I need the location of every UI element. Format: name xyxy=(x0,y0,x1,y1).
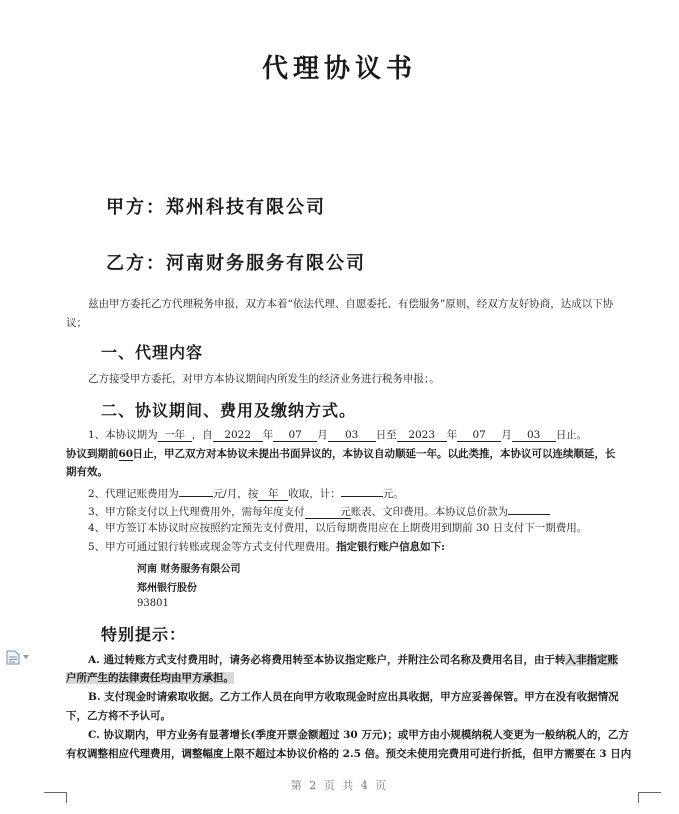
document-title: 代理协议书 xyxy=(261,54,417,84)
special-c: C. 协议期内，甲方业务有显著增长(季度开票金额超过 30 万元)；或甲方由小规模纳税人变更为一般纳税人的，乙方 xyxy=(88,729,629,741)
end-month-field: 07 xyxy=(457,429,501,442)
print-fee-field: 元 xyxy=(305,506,351,519)
section1-heading: 一、代理内容 xyxy=(101,343,204,362)
total-fee-field xyxy=(341,484,383,497)
crop-mark-right xyxy=(638,792,661,803)
clause-4: 4、甲方签订本协议时应按照约定预先支付费用，以后每期费用应在上期费用到期前 30 日支付下一期费用。 xyxy=(88,522,588,534)
special-heading: 特别提示： xyxy=(101,625,187,644)
special-b: B. 支付现金时请索取收据。乙方工作人员在向甲方收取现金时应出具收据，甲方应妥善保管。甲方在没有收据情况 xyxy=(88,691,619,703)
special-a-line-2: 户所产生的法律责任均由甲方承担。 xyxy=(66,672,234,684)
section1-text: 乙方接受甲方委托，对甲方本协议期间内所发生的经济业务进行税务申报；。 xyxy=(88,373,440,385)
party-b xyxy=(106,249,366,275)
days-field: 60 xyxy=(118,448,134,460)
monthly-fee-field xyxy=(179,484,213,497)
section2-heading: 二、协议期间、费用及缴纳方式。 xyxy=(101,401,357,420)
party-a xyxy=(106,193,326,219)
clause-1-renewal: 协议到期前60日止，甲乙双方对本协议未提出书面异议的，本协议自动顺延一年。以此类推，本协议可以连续顺延，长 xyxy=(66,448,616,460)
party-a-label: 甲方： xyxy=(106,197,166,218)
total-price-field xyxy=(508,502,550,515)
clause-1-renewal-line-2: 期有效。 xyxy=(66,466,108,478)
special-a: A. 通过转账方式支付费用时，请务必将费用转至本协议指定账户，并附注公司名称及费用名目，由于转入非指定账 xyxy=(88,654,618,666)
end-year-field: 2023 xyxy=(397,429,447,442)
crop-mark-left xyxy=(44,792,67,803)
chevron-down-icon[interactable] xyxy=(23,655,29,660)
party-a-name: 郑州科技有限公司 xyxy=(166,197,326,218)
party-b-name: 河南财务服务有限公司 xyxy=(166,253,366,274)
document-comment-icon[interactable] xyxy=(6,650,20,665)
end-day-field: 03 xyxy=(512,429,556,442)
special-c-line-2: 有权调整相应代理费用，调整幅度上限不超过本协议价格的 2.5 倍。预交未使用完费用可进行折抵，但甲方需要在 3 日内 xyxy=(66,748,632,760)
start-month-field: 07 xyxy=(273,429,317,442)
intro-line-2: 议； xyxy=(66,317,87,329)
clause-5: 5、甲方可通过银行转账或现金等方式支付代理费用。指定银行账户信息如下: xyxy=(88,541,446,553)
special-b-line-2: 下，乙方将不予认可。 xyxy=(66,710,171,722)
billing-unit-field: 年 xyxy=(258,488,288,501)
clause-3: 3、甲方除支付以上代理费用外，需每年度支付 元账表、文印费用。本协议总价款为 xyxy=(88,502,550,520)
page-number: 第 2 页 共 4 页 xyxy=(290,779,389,792)
intro-line-1: 兹由甲方委托乙方代理税务申报，双方本着“依法代理、自愿委托、有偿服务”原则，经双方友好协商，达成以下协 xyxy=(88,298,614,310)
period-field: 一年 xyxy=(158,429,192,442)
bank-account-name: 河南 财务服务有限公司 xyxy=(137,564,241,575)
clause-1: 1、本协议期为 一年 ，自 2022 年 07 月 03 日至 2023 年 07 月 03 日止。 xyxy=(88,429,588,441)
clause-2: 2、代理记账费用为 元/月，按 年 收取，计： 元。 xyxy=(88,484,404,502)
party-b-label: 乙方： xyxy=(106,253,166,274)
bank-name: 郑州银行股份 xyxy=(137,583,197,594)
start-day-field: 03 xyxy=(328,429,376,442)
bank-account-number: 93801 xyxy=(137,598,169,609)
start-year-field: 2022 xyxy=(213,429,263,442)
